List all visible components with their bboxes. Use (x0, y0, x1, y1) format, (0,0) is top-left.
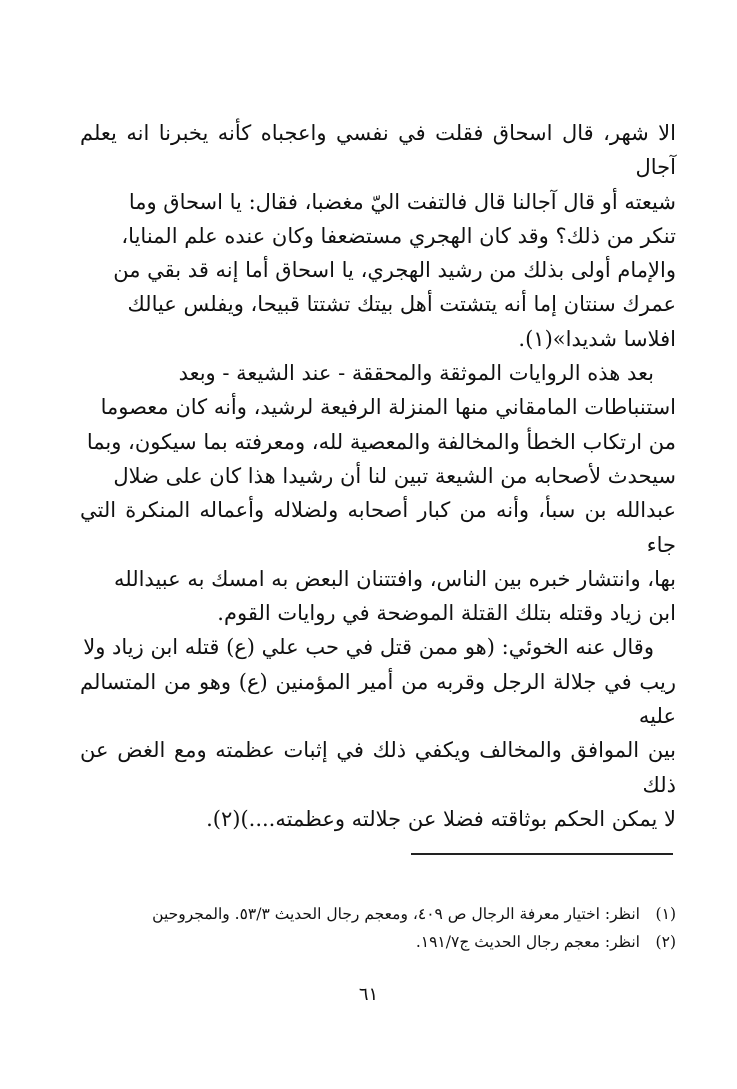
text-line: شيعته أو قال آجالنا قال فالتفت اليّ مغضبا، فقال: يا اسحاق وما (128, 189, 676, 214)
text-line: افلاسا شديدا»(١). (518, 326, 676, 351)
text-line: من ارتكاب الخطأ والمخالفة والمعصية لله، ومعرفته بما سيكون، وبما (86, 429, 676, 454)
text-line: ريب في جلالة الرجل وقربه من أمير المؤمنين (ع) وهو من المتسالم عليه (80, 669, 676, 729)
main-text (80, 116, 676, 836)
text-line: والإمام أولى بذلك من رشيد الهجري، يا اسحاق أما إنه قد بقي من (113, 258, 676, 283)
text-line: لا يمكن الحكم بوثاقته فضلا عن جلالته وعظمته....)(٢). (206, 806, 676, 831)
text-line: بين الموافق والمخالف ويكفي ذلك في إثبات عظمته ومع الغض عن ذلك (80, 738, 676, 797)
text-line: عمرك سنتان إما أنه يتشتت أهل بيتك تشتتا قبيحا، ويفلس عيالك (127, 292, 676, 317)
text-line: سيحدث لأصحابه من الشيعة تبين لنا أن رشيدا هذا كان على ضلال (113, 463, 676, 488)
text-line: عبدالله بن سبأ، وأنه من كبار أصحابه ولضلاله وأعماله المنكرة التي جاء (80, 498, 676, 557)
text-line: تنكر من ذلك؟ وقد كان الهجري مستضعفا وكان عنده علم المنايا، (121, 223, 676, 248)
text-line: وقال عنه الخوئي: (هو ممن قتل في حب علي (ع) قتله ابن زياد ولا (83, 635, 654, 660)
footnote-text: انظر: اختيار معرفة الرجال ص ٤٠٩، ومعجم رجال الحديث ٥٣/٣. والمجروحين (152, 905, 640, 923)
text-line: بعد هذه الروايات الموثقة والمحققة - عند الشيعة - وبعد (178, 361, 654, 386)
paragraph-2 (80, 356, 676, 630)
paragraph-1 (80, 116, 676, 356)
footnote-number: (١) (655, 905, 676, 923)
footnote-1 (80, 900, 676, 928)
footnote-text: انظر: معجم رجال الحديث ج١٩١/٧. (415, 933, 640, 951)
text-line: بها، وانتشار خبره بين الناس، وافتتنان البعض به امسك به عبيدالله (113, 566, 676, 591)
footnote-2 (80, 928, 676, 956)
footnotes (80, 900, 676, 956)
page-number: ٦١ (358, 984, 379, 1005)
text-line: استنباطات المامقاني منها المنزلة الرفيعة لرشيد، وأنه كان معصوما (100, 395, 676, 420)
text-line: الا شهر، قال اسحاق فقلت في نفسي واعجباه كأنه يخبرنا انه يعلم آجال (80, 121, 676, 180)
footnote-number: (٢) (655, 933, 676, 951)
footnote-separator (411, 853, 673, 855)
paragraph-3 (80, 630, 676, 836)
text-line: ابن زياد وقتله بتلك القتلة الموضحة في روايات القوم. (217, 601, 676, 626)
